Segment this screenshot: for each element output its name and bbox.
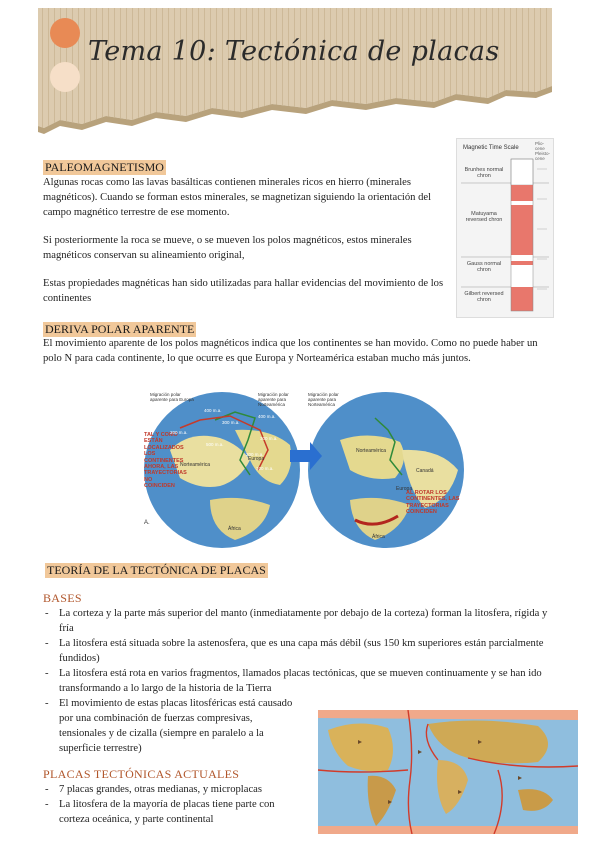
- bases-list-bottom: [43, 696, 293, 756]
- decor-dot-orange: [50, 18, 80, 48]
- section-heading-teoria: TEORÍA DE LA TECTÓNICA DE PLACAS: [47, 563, 266, 577]
- age-label-6: 400 m.a.: [258, 414, 276, 419]
- region-left-3: África: [228, 526, 241, 532]
- age-label-2: 300 m.a.: [222, 420, 240, 425]
- bases-item-3: - La litosfera está rota en varios fragmentos, llamados placas tectónicas, que se mueven continuamente y se han ido transformando a lo largo de la historia de la Tierra: [43, 666, 557, 696]
- decor-dot-peach: [50, 62, 80, 92]
- age-label-4: 200 m.a.: [246, 452, 264, 457]
- time-scale-band-1: Brunhes normal chron: [464, 167, 504, 179]
- right-callout: AL ROTAR LOS CONTINENTES, LAS TRAYECTORIAS COINCIDEN: [406, 490, 460, 516]
- placas-item-1: - 7 placas grandes, otras medianas, y microplacas: [43, 782, 298, 797]
- time-scale-band-3: Gauss normal chron: [466, 261, 502, 273]
- age-label-8: 100 m.a.: [256, 466, 274, 471]
- page-title: Tema 10: Tectónica de placas: [88, 36, 500, 67]
- right-legend: Migración polar aparente para Norteamérica: [308, 392, 339, 407]
- deriva-paragraph: El movimiento aparente de los polos magnéticos indica que los continentes se han movido. Como no puede haber un polo N para cada continente, lo que ocurre es que Europa y Norteamérica estaban mucho más juntos.: [43, 338, 538, 364]
- bases-item-2: - La litosfera está situada sobre la astenosfera, que es una capa más débil (sus 150 km superiores están parcialmente fundidos): [43, 636, 557, 666]
- torn-paper-graphic: [36, 8, 552, 136]
- panel-label-a: A.: [144, 520, 150, 526]
- header-banner: [36, 8, 552, 136]
- left-legend: Migración polar aparente para Europa: [150, 392, 194, 402]
- age-label-5: 500 m.a.: [206, 442, 224, 447]
- region-left-2: Europa: [248, 456, 265, 462]
- region-right-2: Norteamérica: [356, 448, 387, 454]
- plates-map-graphic: [318, 710, 578, 834]
- region-right-3: Europa: [396, 486, 413, 492]
- paleo-paragraph-2: Si posteriormente la roca se mueve, o se mueven los polos magnéticos, estos minerales magnéticos conservan su alineamiento original,: [43, 235, 412, 261]
- region-right-1: Canadá: [416, 468, 434, 474]
- region-left-1: Norteamérica: [180, 462, 211, 468]
- bases-list-top: [43, 606, 557, 696]
- age-label-1: 400 m.a.: [204, 408, 222, 413]
- region-right-4: África: [372, 534, 385, 540]
- bases-item-4: - El movimiento de estas placas litosféricas está causado por una combinación de fuerzas compresivas, tensionales y de cizalla (siempre en paralelo a la superficie terrestre): [43, 696, 293, 756]
- age-label-7: 300 m.a.: [260, 436, 278, 441]
- paleo-paragraph-1: Algunas rocas como las lavas basálticas contienen minerales ricos en hierro (minerales magnéticos). Cuando se forman estos minerales, se magnetizan siguiendo la orientación del campo magnético terrestre de ese momento.: [43, 177, 432, 218]
- section-heading-deriva: DERIVA POLAR APARENTE: [45, 322, 195, 336]
- polar-wander-globes-figure: [140, 390, 470, 550]
- magnetic-time-scale-figure: [456, 138, 554, 318]
- age-label-3: 200 m.a.: [170, 430, 188, 435]
- paleo-paragraph-3: Estas propiedades magnéticas han sido utilizadas para hallar evidencias del movimiento de los continentes: [43, 278, 444, 304]
- time-scale-title: Magnetic Time Scale: [463, 145, 519, 151]
- bases-heading: BASES: [43, 591, 82, 605]
- time-scale-band-2: Matuyama reversed chron: [465, 211, 503, 223]
- bases-item-1: - La corteza y la parte más superior del manto (inmediatamente por debajo de la corteza) forman la litosfera, rígida y fría: [43, 606, 557, 636]
- placas-heading: PLACAS TECTÓNICAS ACTUALES: [43, 767, 240, 781]
- left-legend-2: Migración polar aparente para Norteamérica: [258, 392, 289, 407]
- placas-list: [43, 782, 298, 827]
- tectonic-plates-map: [318, 710, 578, 834]
- time-scale-bars: [457, 139, 553, 317]
- time-scale-band-4: Gilbert reversed chron: [464, 291, 504, 303]
- time-scale-epochs: Plio- cene Pleisto- cene: [535, 141, 551, 161]
- placas-item-2: - La litosfera de la mayoría de placas tiene parte con corteza oceánica, y parte continental: [43, 797, 298, 827]
- section-heading-paleomagnetismo: PALEOMAGNETISMO: [45, 160, 164, 174]
- left-callout: TAL Y COMO ESTÁN LOCALIZADOS LOS CONTINENTES AHORA, LAS TRAYECTORIAS NO COINCIDEN: [144, 432, 187, 490]
